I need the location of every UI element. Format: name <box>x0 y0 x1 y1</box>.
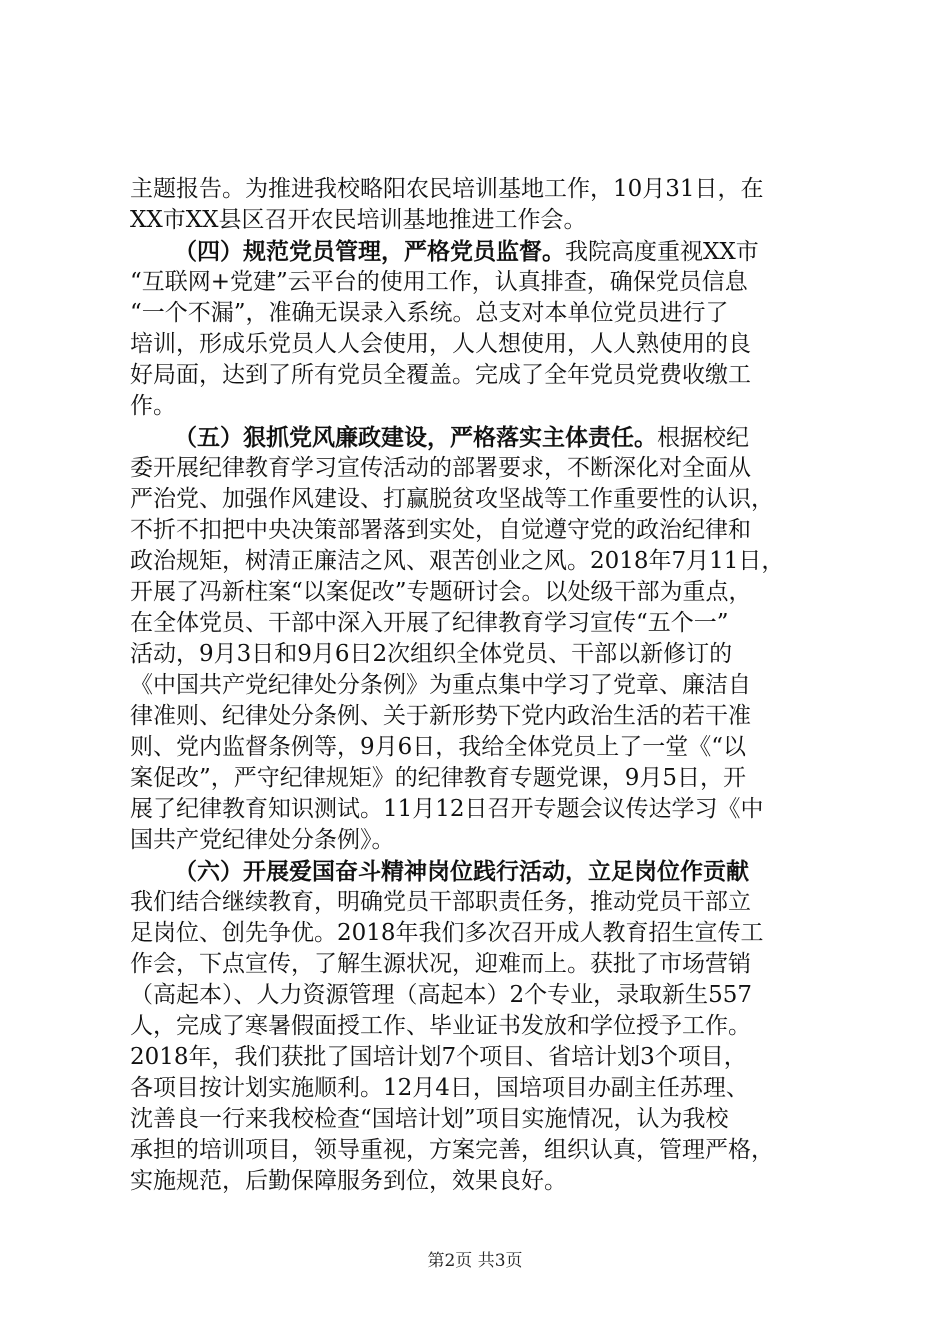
text-line: 作。 <box>130 393 176 419</box>
text-line: 各项目按计划实施顺利。12月4日，国培项目办副主任苏理、 <box>130 1075 749 1101</box>
text-line: 委开展纪律教育学习宣传活动的部署要求，不断深化对全面从 <box>130 455 751 481</box>
paragraph-section-6 <box>130 856 830 1197</box>
paragraph-section-5 <box>130 422 830 856</box>
text-line: 在全体党员、干部中深入开展了纪律教育学习宣传“五个一” <box>130 610 729 636</box>
section-5-first-text: 根据校纪 <box>657 425 749 451</box>
section-4-first-line <box>130 236 830 267</box>
text-line: 国共产党纪律处分条例》。 <box>130 827 395 853</box>
text-line: 我们结合继续教育，明确党员干部职责任务，推动党员干部立 <box>130 889 751 915</box>
document-body <box>130 174 830 1197</box>
text-line: 作会，下点宣传，了解生源状况，迎难而上。获批了市场营销 <box>130 951 751 977</box>
text-line: 《中国共产党纪律处分条例》为重点集中学习了党章、廉洁自 <box>130 672 751 698</box>
section-5-first-line <box>130 422 830 453</box>
text-line: 严治党、加强作风建设、打赢脱贫攻坚战等工作重要性的认识， <box>130 486 774 512</box>
section-6-first-line <box>130 856 830 887</box>
text-line: 律准则、纪律处分条例、关于新形势下党内政治生活的若干准 <box>130 703 751 729</box>
text-line: 培训，形成乐党员人人会使用，人人想使用，人人熟使用的良 <box>130 331 751 357</box>
text-line: XX市XX县区召开农民培训基地推进工作会。 <box>130 207 587 233</box>
text-line: 政治规矩，树清正廉洁之风、艰苦创业之风。2018年7月11日， <box>130 548 785 574</box>
text-line: 好局面，达到了所有党员全覆盖。完成了全年党员党费收缴工 <box>130 362 751 388</box>
text-line: 案促改”，严守纪律规矩》的纪律教育专题党课，9月5日，开 <box>130 765 747 791</box>
text-line: （高起本）、人力资源管理（高起本）2个专业，录取新生557 <box>130 982 753 1008</box>
text-line: 不折不扣把中央决策部署落到实处，自觉遵守党的政治纪律和 <box>130 517 751 543</box>
text-line: 沈善良一行来我校检查“国培计划”项目实施情况，认为我校 <box>130 1106 729 1132</box>
page-footer: 第2页 共3页 <box>427 1251 523 1271</box>
section-5-heading: （五）狠抓党风廉政建设，严格落实主体责任。 <box>174 424 657 451</box>
text-line: 活动，9月3日和9月6日2次组织全体党员、干部以新修订的 <box>130 641 733 667</box>
text-line: 展了纪律教育知识测试。11月12日召开专题会议传达学习《中 <box>130 796 764 822</box>
text-line: 足岗位、创先争优。2018年我们多次召开成人教育招生宣传工 <box>130 920 764 946</box>
text-line: 实施规范，后勤保障服务到位，效果良好。 <box>130 1168 567 1194</box>
section-6-heading: （六）开展爱国奋斗精神岗位践行活动，立足岗位作贡献 <box>174 858 749 885</box>
text-line: “一个不漏”，准确无误录入系统。总支对本单位党员进行了 <box>130 300 729 326</box>
text-line: 则、党内监督条例等，9月6日，我给全体党员上了一堂《“以 <box>130 734 747 760</box>
text-line: 承担的培训项目，领导重视，方案完善，组织认真，管理严格， <box>130 1137 774 1163</box>
text-line: “互联网+党建”云平台的使用工作，认真排查，确保党员信息 <box>130 269 748 295</box>
paragraph-intro <box>130 174 830 236</box>
text-line: 开展了冯新柱案“以案促改”专题研讨会。以处级干部为重点， <box>130 579 752 605</box>
text-line: 人，完成了寒暑假面授工作、毕业证书发放和学位授予工作。 <box>130 1013 751 1039</box>
text-line: 主题报告。为推进我校略阳农民培训基地工作，10月31日，在 <box>130 176 764 202</box>
text-line: 2018年，我们获批了国培计划7个项目、省培计划3个项目， <box>130 1044 747 1070</box>
section-4-heading: （四）规范党员管理，严格党员监督。 <box>174 238 565 265</box>
section-4-first-text: 我院高度重视XX市 <box>565 239 759 265</box>
paragraph-section-4 <box>130 236 830 422</box>
